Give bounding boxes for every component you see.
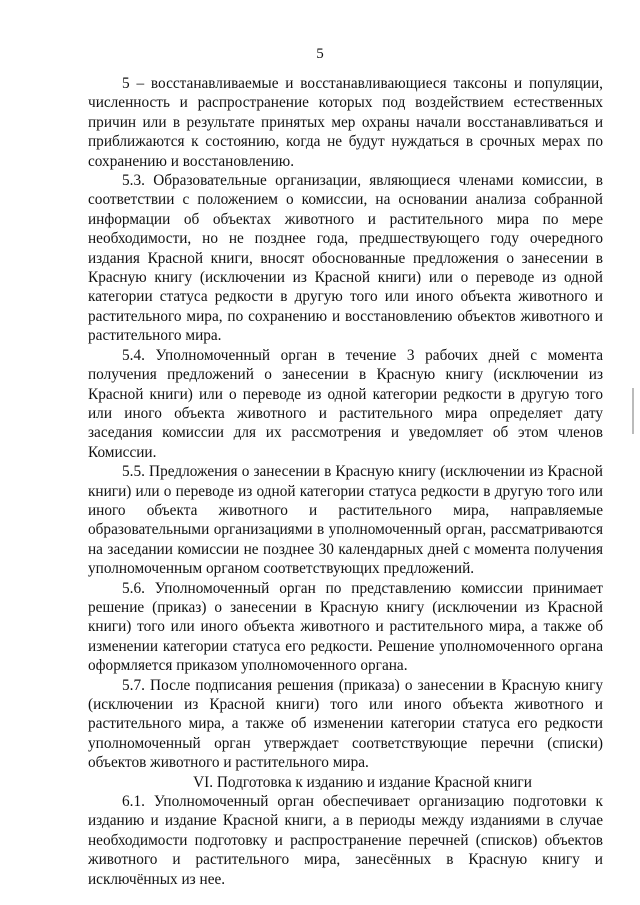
page-number: 5 [316, 46, 324, 62]
paragraph-5-5: 5.5. Предложения о занесении в Красную книгу (исключении из Красной книги) или о переводе из одной категории статуса редкости в другую того или иного объекта животного и растительного мира, направляемые образовательными организациями в уполномоченный орган, рассматриваются на заседании комиссии не позднее 30 календарных дней с момента получения уполномоченным органом соответствующих предложений. [88, 463, 603, 578]
scan-edge-mark [632, 388, 634, 434]
paragraph-5-3: 5.3. Образовательные организации, являющиеся членами комиссии, в соответствии с положением о комиссии, на основании анализа собранной информации об объектах животного и растительного мира по мере необходимости, но не позднее года, предшествующего году очередного издания Красной книги, вносят обоснованные предложения о занесении в Красную книгу (исключении из Красной книги) или о переводе из одной категории статуса редкости в другую того или иного объекта животного и растительного мира, по сохранению и восстановлению объектов животного и растительного мира. [88, 172, 603, 345]
paragraph-5-7: 5.7. После подписания решения (приказа) о занесении в Красную книгу (исключении из Красной книги) того или иного объекта животного и растительного мира, а также об изменении категории статуса его редкости уполномоченный орган утверждает соответствующие перечни (списки) объектов животного и растительного мира. [88, 676, 603, 772]
document-body [88, 74, 603, 889]
paragraph-5-2-item-5: 5 – восстанавливаемые и восстанавливающиеся таксоны и популяции, численность и распространение которых под воздействием естественных причин или в результате принятых мер охраны начали восстанавливаться и приближаются к состоянию, когда не будут нуждаться в срочных мерах по сохранению и восстановлению. [88, 75, 603, 170]
paragraph-5-6: 5.6. Уполномоченный орган по представлению комиссии принимает решение (приказ) о занесении в Красную книгу (исключении из Красной книги) того или иного объекта животного и растительного мира, а также об изменении категории статуса его редкости. Решение уполномоченного органа оформляется приказом уполномоченного органа. [88, 579, 603, 675]
paragraph-6-1: 6.1. Уполномоченный орган обеспечивает организацию подготовки к изданию и издание Красной книги, а в периоды между изданиями в случае необходимости подготовку и распространение перечней (списков) объектов животного и растительного мира, занесённых в Красную книгу и исключённых из нее. [88, 793, 603, 888]
paragraph-5-4: 5.4. Уполномоченный орган в течение 3 рабочих дней с момента получения предложений о занесении в Красную книгу (исключении из Красной книги) или о переводе из одной категории редкости в другую того или иного объекта животного и растительного мира определяет дату заседания комиссии для их рассмотрения и уведомляет об этом членов Комиссии. [88, 346, 603, 461]
section-heading: VI. Подготовка к изданию и издание Красной книги [193, 773, 532, 791]
